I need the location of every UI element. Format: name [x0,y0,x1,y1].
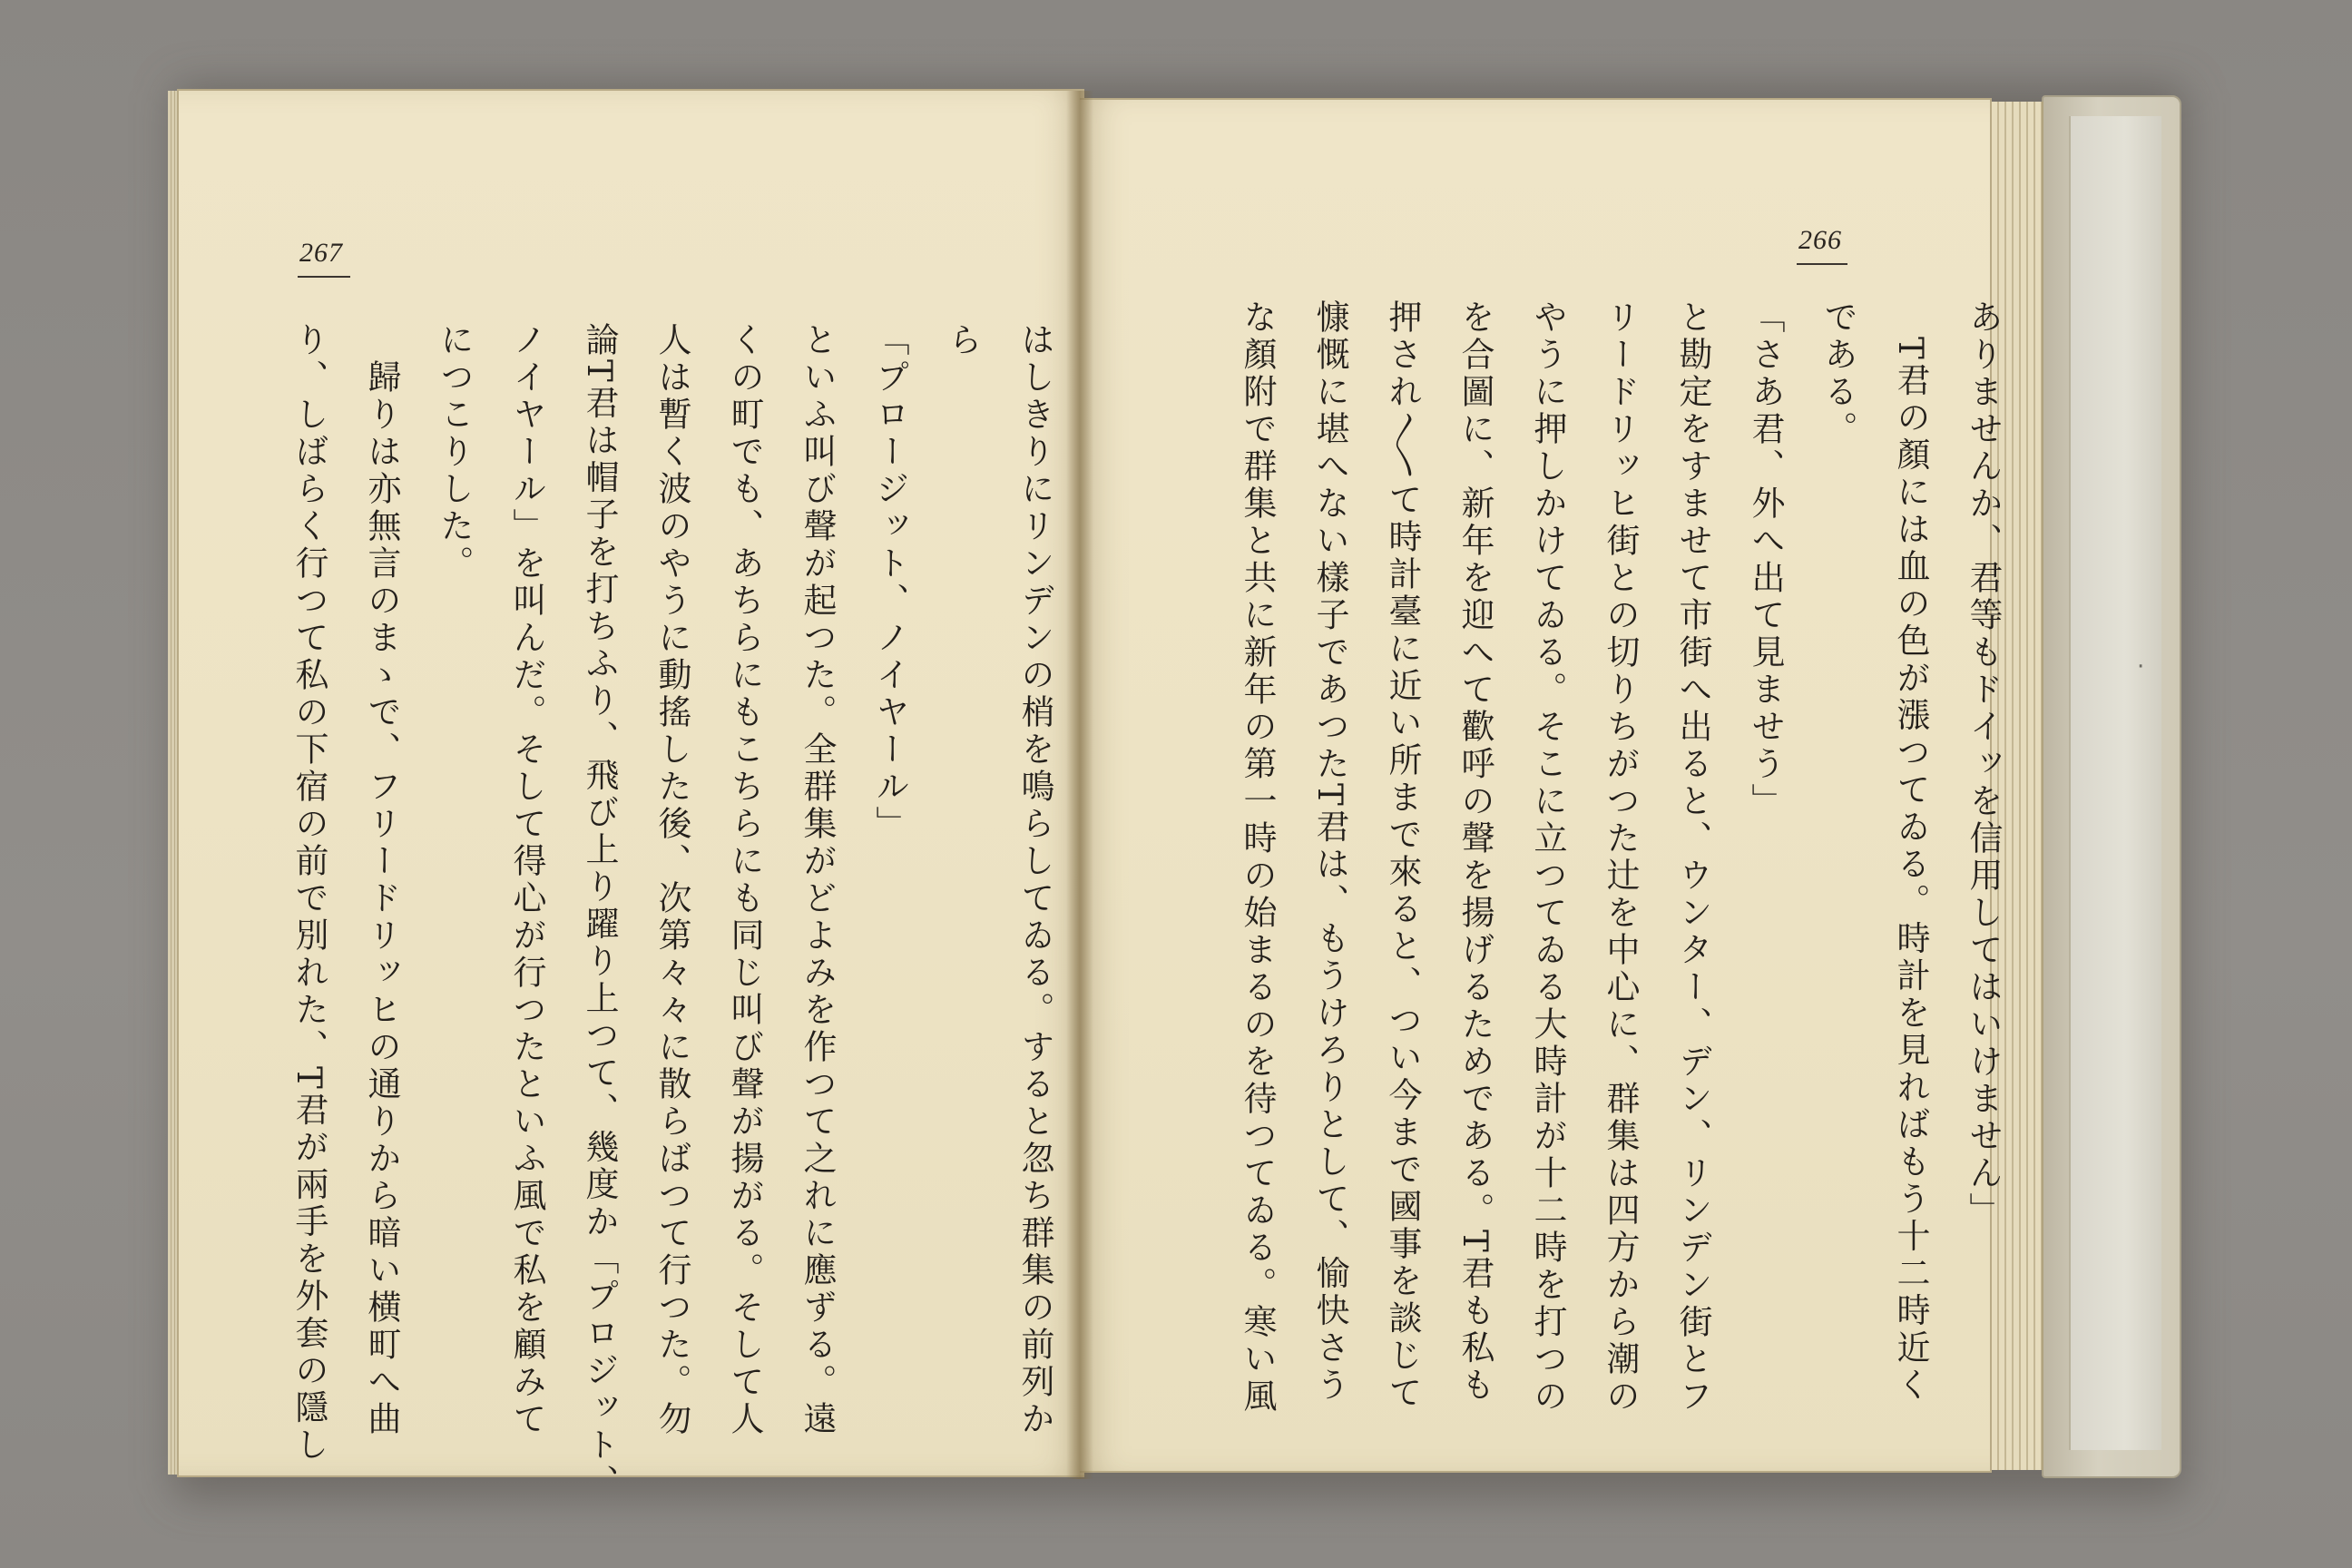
right-page-text [1220,299,2019,1416]
left-page-number-rule [298,276,350,278]
left-page-number: 267 [299,238,343,268]
text-line: といふ叫び聲が起つた。全群集がどよみを作つて之れに應ずる。遠 [798,322,837,1438]
text-line: やうに押しかけてゐる。そこに立つてゐる大時計が十二時を打つの [1528,299,1567,1416]
text-line: である。 [1818,299,1857,448]
text-line: 「プロージット、ノイヤール」 [870,322,909,843]
right-page-number-rule [1797,263,1847,265]
text-line: を合圖に、新年を迎へて歡呼の聲を揚げるためである。T君も私も [1455,299,1494,1405]
text-line: につこりした。 [435,322,474,583]
text-line: ら [943,322,982,359]
text-line: な顏附で群集と共に新年の第一時の始まるのを待つてゐる。寒い風 [1238,299,1277,1416]
cover-smudge-mark: · [2137,653,2145,681]
text-line: と勘定をすませて市街へ出ると、ウンター、デン、リンデン街とフ [1673,299,1712,1416]
text-line: 「さあ君、外へ出て見ませう」 [1746,299,1785,820]
text-line: はしきりにリンデンの梢を鳴らしてゐる。すると忽ち群集の前列か [1015,322,1054,1438]
text-line: 押され〳〵て時計臺に近い所まで來ると、つい今まで國事を談じて [1383,299,1422,1412]
text-line: 歸りは亦無言のまゝで、フリードリッヒの通りから暗い横町へ曲 [362,322,401,1438]
text-line: 論T君は帽子を打ちふり、飛び上り躍り上つて、幾度か「プロジット、 [580,322,619,1502]
right-page-number: 266 [1798,225,1842,255]
text-line: り、しばらく行つて私の下宿の前で別れた、T君が兩手を外套の隱し [289,322,328,1465]
book-cover-inner-flap [2069,116,2161,1450]
text-line: ありませんか、君等もドイッを信用してはいけません」 [1964,299,2003,1230]
left-page-text [272,322,1071,1502]
text-line: 人は暫く波のやうに動搖した後、次第々々に散らばつて行つた。勿 [652,322,691,1438]
text-line: リードリッヒ街との切りちがつた辻を中心に、群集は四方から潮の [1601,299,1640,1416]
text-line: くの町でも、あちらにもこちらにも同じ叫び聲が揚がる。そして人 [725,322,764,1438]
text-line: T君の顏には血の色が漲つてゐる。時計を見ればもう十二時近く [1891,299,1930,1405]
text-line: ノイヤール」を叫んだ。そして得心が行つたといふ風で私を顧みて [507,322,546,1438]
text-line: 慷慨に堪へない樣子であつたT君は、もうけろりとして、愉快さう [1310,299,1349,1405]
